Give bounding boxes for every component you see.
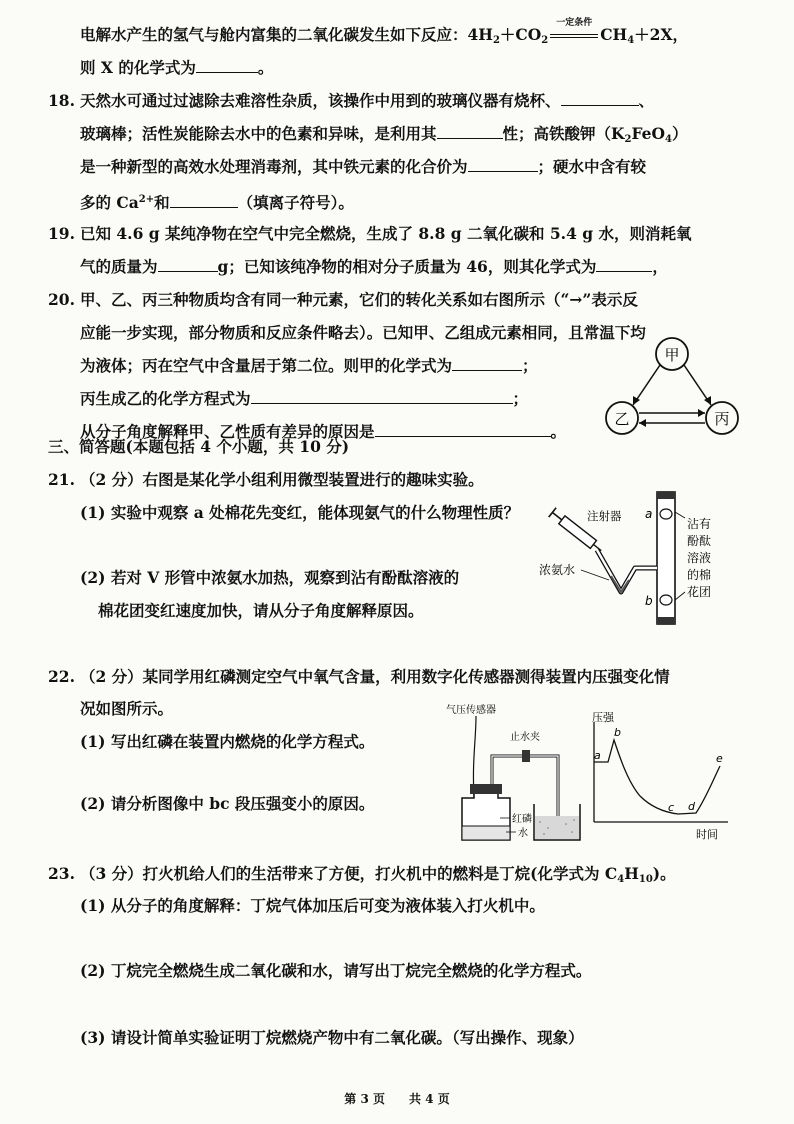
question-number: 20. [48,290,75,309]
sensor-label: 气压传感器 [446,705,496,716]
question-line: 玻璃棒；活性炭能除去水中的色素和异味，是利用其 性；高铁酸钾$(K_2FeO_4)$ [80,124,688,145]
question-number: 22. [48,667,75,686]
question-line: （2 分）某同学用红磷测定空气中氧气含量，利用数字化传感器测得装置内压强变化情 [80,667,670,686]
question-line: 甲、乙、丙三种物质均含有同一种元素，它们的转化关系如右图所示（“→”表示反 [80,290,638,309]
question-number: 19. [48,224,75,243]
node-bing-label: 丙 [714,410,730,428]
water-label: 水 [518,828,528,839]
answer-blank[interactable] [196,58,258,73]
sub-question: (2) 丁烷完全燃烧生成二氧化碳和水，请写出丁烷完全燃烧的化学方程式。 [80,961,592,980]
relation-diagram [600,332,750,444]
sub-question: (1) 实验中观察 a 处棉花先变红，能体现氨气的什么物理性质？ [80,503,520,522]
question-line: 多的 $Ca^{2+}$和 （填离子符号）。 [80,193,354,212]
ammonia-apparatus [535,488,735,630]
cotton-b [660,595,672,605]
pressure-curve [594,740,720,814]
water-clip [522,750,530,762]
x-axis-label: 时间 [696,828,718,841]
node-yi-label: 乙 [614,410,630,428]
cotton-label-2: 酚酞 [687,534,712,548]
section-heading: 三、简答题(本题包括 4 个小题，共 10 分) [48,437,350,456]
pressure-graph [588,710,734,844]
question-line: 况如图所示。 [80,699,174,718]
sub-question: (2) 若对 V 形管中浓氨水加热，观察到沾有酚酞溶液的 [80,568,460,587]
cotton-label-4: 的棉 [687,568,712,582]
question-line: 气的质量为 g；已知该纯净物的相对分子质量为 46，则其化学式为 ， [80,257,668,276]
phosphorus-label: 红磷 [512,814,532,825]
point-a: a [594,749,601,762]
beaker-water [535,816,579,839]
question-number: 21. [48,470,75,489]
answer-blank[interactable] [596,257,652,272]
question-line: 丙生成乙的化学方程式为 ； [80,389,529,408]
cotton-a [660,509,672,519]
point-b: b [614,726,621,739]
point-c: c [668,801,675,814]
question-line: 天然水可通过过滤除去难溶性杂质，该操作中用到的玻璃仪器有烧杯、 、 [80,91,655,110]
answer-blank[interactable] [251,389,513,404]
point-e: e [716,752,723,765]
question-number: 23. [48,864,75,883]
point-d: d [688,800,695,813]
answer-blank[interactable] [452,356,522,371]
syringe-label: 注射器 [587,509,622,523]
question-line: 应能一步实现，部分物质和反应条件略去）。已知甲、乙组成元素相同，且常温下均 [80,323,646,342]
question-number: 18. [48,91,75,110]
answer-blank[interactable] [437,124,503,139]
v-tube [597,550,657,592]
sub-question: 棉花团变红速度加快，请从分子角度解释原因。 [98,601,424,620]
clip-label: 止水夹 [510,732,540,743]
answer-blank[interactable] [375,422,551,437]
label-a: a [645,507,653,521]
y-axis-label: 压强 [592,711,614,724]
ammonia-label: 浓氨水 [539,563,576,577]
question-line: 已知 4.6 g 某纯净物在空气中完全燃烧，生成了 8.8 g 二氧化碳和 5.4 g 水，则消耗氧 [80,224,692,243]
cotton-label-5: 花团 [687,585,712,599]
sub-question: (1) 写出红磷在装置内燃烧的化学方程式。 [80,732,375,751]
question-line: 是一种新型的高效水处理消毒剂，其中铁元素的化合价为 ；硬水中含有较 [80,157,647,176]
answer-blank[interactable] [158,257,218,272]
cotton-label-1: 沾有 [687,517,712,531]
reaction-condition: 一定条件 [548,25,600,45]
reaction-line: 电解水产生的氢气与舱内富集的二氧化碳发生如下反应：$4H_2+CO_2$ 一定条件 $CH_4+2X$， [80,18,688,46]
question-line: 从分子角度解释甲、乙性质有差异的原因是 。 [80,422,567,441]
answer-blank[interactable] [561,91,639,106]
sub-question: (1) 从分子的角度解释：丁烷气体加压后可变为液体装入打火机中。 [80,896,545,915]
question-line: 则 X 的化学式为 。 [80,58,274,77]
question-line: （3 分）打火机给人们的生活带来了方便，打火机中的燃料是丁烷(化学式为 $C_4H_{10}$)。 [80,864,676,885]
sub-question: (3) 请设计简单实验证明丁烷燃烧产物中有二氧化碳。（写出操作、现象） [80,1028,584,1047]
answer-blank[interactable] [468,157,538,172]
label-b: b [645,594,653,608]
page-number: 第 3 页 共 4 页 [344,1092,450,1106]
answer-blank[interactable] [170,193,238,208]
stopper [470,784,502,794]
phosphorus-apparatus [440,700,586,846]
sub-question: (2) 请分析图像中 bc 段压强变小的原因。 [80,794,375,813]
cotton-label-3: 溶液 [687,551,712,565]
question-line: 为液体；丙在空气中含量居于第二位。则甲的化学式为 ； [80,356,538,375]
question-line: （2 分）右图是某化学小组利用微型装置进行的趣味实验。 [80,470,484,489]
node-jia-label: 甲 [664,346,680,364]
